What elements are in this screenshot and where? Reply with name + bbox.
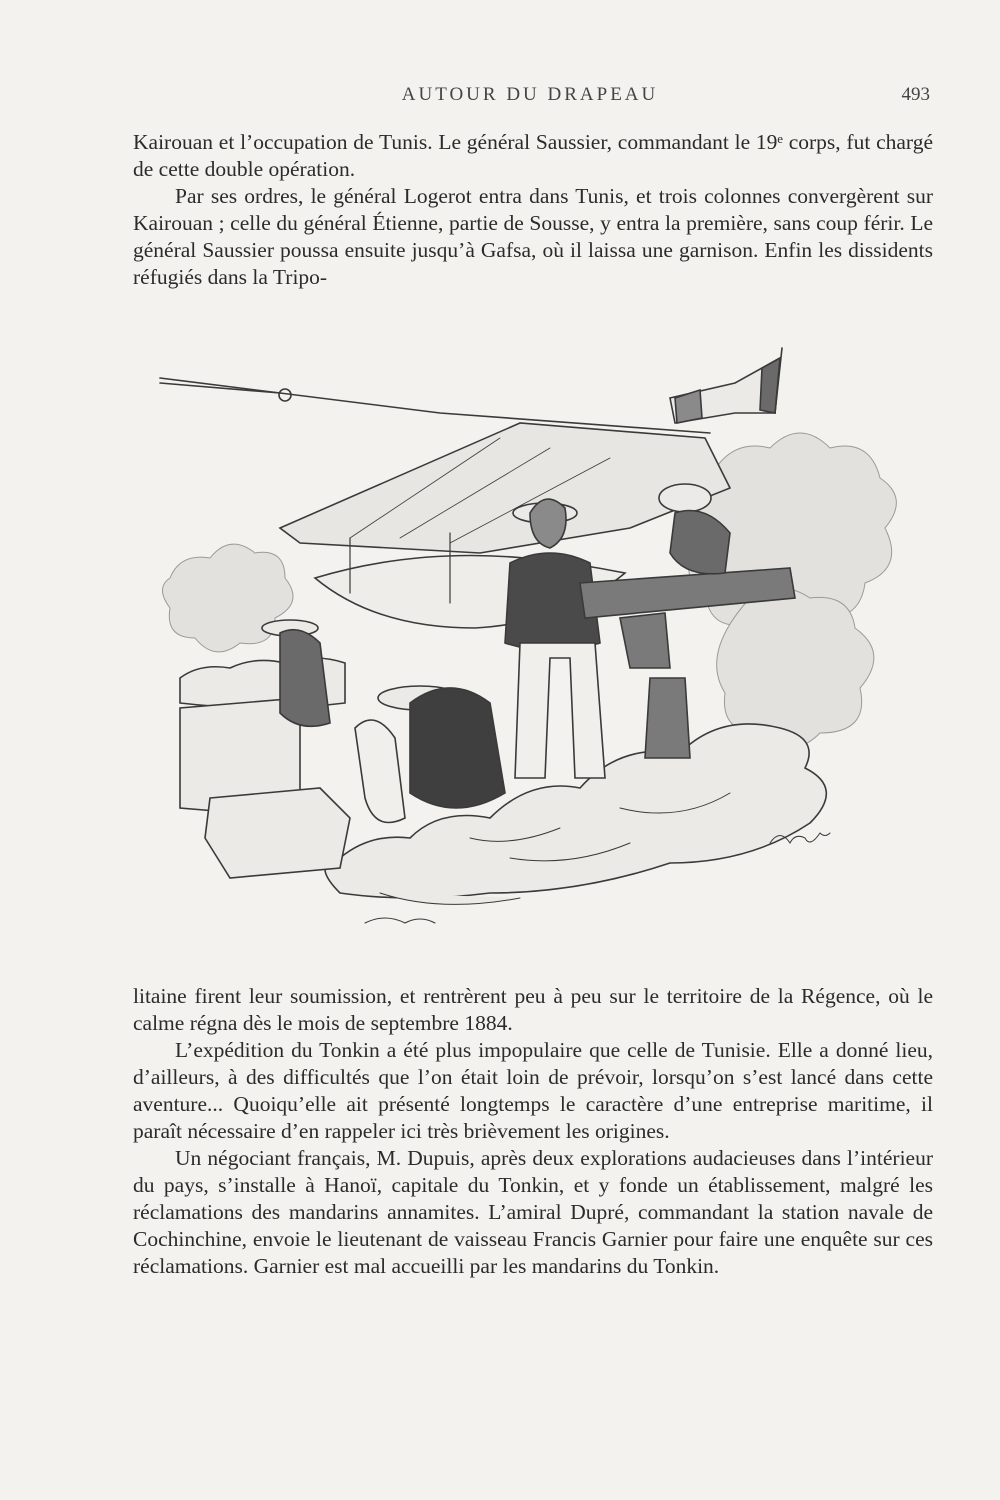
text-block-top xyxy=(133,129,933,291)
paragraph: Kairouan et l’occupation de Tunis. Le général Saussier, commandant le 19ᵉ corps, fut chargé de cette double opération. xyxy=(133,130,933,181)
ammunition-box xyxy=(205,788,350,878)
flag xyxy=(670,348,782,423)
running-title: AUTOUR DU DRAPEAU xyxy=(401,84,659,105)
rigging-line xyxy=(160,378,710,433)
paragraph: Par ses ordres, le général Logerot entra dans Tunis, et trois colonnes convergèrent sur Kairouan ; celle du général Étienne, partie de Sousse, y entra la première, sans coup férir. Le général Saussier poussa ensuite jusqu’à Gafsa, où il laissa une garnison. Enfin les dissidents réfugiés dans la Tripo- xyxy=(133,184,933,289)
sailor-figure xyxy=(355,686,505,823)
paragraph: litaine firent leur soumission, et rentrèrent peu à peu sur le territoire de la Régence, où le calme régna dès le mois de septembre 1884. xyxy=(133,984,933,1035)
sailors-at-gun-engraving xyxy=(150,338,940,958)
paragraph: L’expédition du Tonkin a été plus impopulaire que celle de Tunisie. Elle a donné lieu, d’ailleurs, à des difficultés que l’on était loin de prévoir, lorsqu’on s’est lancé dans cette aventure... Quoiqu’elle ait présenté longtemps le caractère d’une entreprise maritime, il paraît nécessaire d’en rappeler ici très brièvement les origines. xyxy=(133,1038,933,1143)
page-number: 493 xyxy=(901,84,930,105)
running-head xyxy=(130,84,930,114)
paragraph: Un négociant français, M. Dupuis, après deux explorations audacieuses dans l’intérieur du pays, s’installe à Hanoï, capitale du Tonkin, et y fonde un établissement, malgré les réclamations des mandarins annamites. L’amiral Dupré, commandant la station navale de Cochinchine, envoie le lieutenant de vaisseau Francis Garnier pour faire une enquête sur ces réclamations. Garnier est mal accueilli par les mandarins du Tonkin. xyxy=(133,1146,933,1278)
text-block-bottom xyxy=(133,983,933,1280)
awning xyxy=(280,423,730,553)
engraving-illustration xyxy=(150,338,940,958)
